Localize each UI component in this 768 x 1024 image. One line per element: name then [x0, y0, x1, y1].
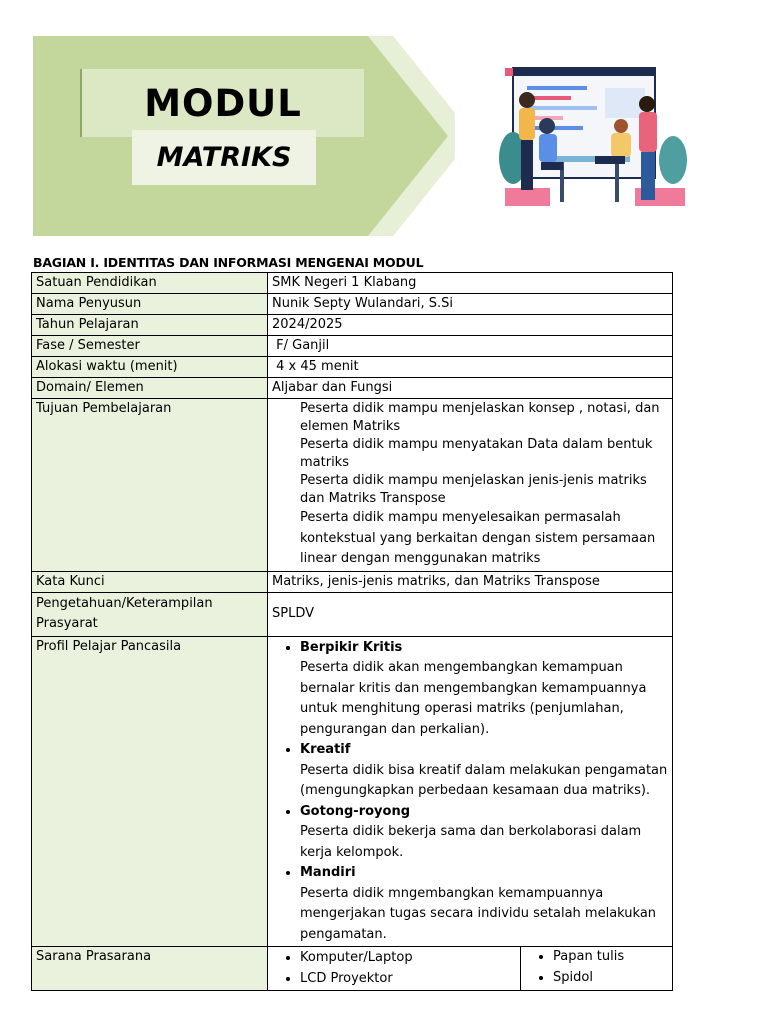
row-tahun	[32, 315, 673, 336]
row-profil	[32, 636, 673, 947]
row-value: Nunik Septy Wulandari, S.Si	[268, 294, 673, 315]
list-item: • Papan tulis	[553, 947, 672, 968]
list-item	[300, 740, 668, 802]
row-kata-kunci	[32, 571, 673, 592]
row-satuan	[32, 273, 673, 294]
list-item: Peserta didik mampu menyelesaikan permasalah kontekstual yang berkaitan dengan sistem persamaan linear dengan menggunakan matriks	[300, 510, 656, 566]
team-meeting-illustration-icon	[455, 48, 730, 218]
profil-desc: Peserta didik bisa kreatif dalam melakukan pengamatan (mengungkapkan perbedaan kesamaan dua matriks).	[300, 762, 668, 798]
list-item: Peserta didik mampu menjelaskan jenis-jenis matriks dan Matriks Transpose	[300, 473, 647, 506]
row-penyusun	[32, 294, 673, 315]
row-label: Alokasi waktu (menit)	[32, 357, 268, 378]
row-sarana	[32, 947, 673, 991]
sarana-list-1	[272, 948, 516, 989]
profil-desc: Peserta didik bekerja sama dan berkolaborasi dalam kerja kelompok.	[300, 824, 642, 860]
tujuan-list	[272, 400, 668, 570]
row-label: Kata Kunci	[32, 571, 268, 592]
row-value: Aljabar dan Fungsi	[268, 378, 673, 399]
row-label: Domain/ Elemen	[32, 378, 268, 399]
profil-desc: Peserta didik mngembangkan kemampuannya mengerjakan tugas secara individu setalah melakukan pengamatan.	[300, 885, 657, 942]
row-value: SPLDV	[268, 592, 673, 636]
sarana-list-2	[525, 947, 672, 988]
title-box	[80, 69, 364, 137]
row-value: 2024/2025	[268, 315, 673, 336]
profil-title: Mandiri	[300, 865, 356, 880]
row-label: Profil Pelajar Pancasila	[32, 636, 268, 947]
subtitle-box	[132, 130, 316, 185]
module-info-table	[31, 272, 673, 991]
list-item	[300, 863, 668, 945]
profil-title: Berpikir Kritis	[300, 639, 403, 655]
row-label: Sarana Prasarana	[32, 947, 268, 991]
sarana-cell	[268, 947, 673, 991]
row-label: Pengetahuan/Keterampilan Prasyarat	[32, 592, 268, 636]
sarana-col2	[521, 947, 673, 990]
tujuan-list-cell	[268, 399, 673, 572]
profil-title: Kreatif	[300, 742, 351, 757]
row-label: Satuan Pendidikan	[32, 273, 268, 294]
row-value: Matriks, jenis-jenis matriks, dan Matriks Transpose	[268, 571, 673, 592]
row-domain	[32, 378, 673, 399]
row-alokasi	[32, 357, 673, 378]
row-tujuan	[32, 399, 673, 572]
row-prasyarat	[32, 592, 673, 636]
row-value: F/ Ganjil	[268, 336, 673, 357]
profil-list-cell	[268, 636, 673, 947]
row-label: Tujuan Pembelajaran	[32, 399, 268, 572]
sarana-col1	[268, 947, 521, 990]
row-label: Fase / Semester	[32, 336, 268, 357]
list-item: Peserta didik mampu menyatakan Data dalam bentuk matriks	[300, 437, 653, 470]
row-label: Nama Penyusun	[32, 294, 268, 315]
row-label: Tahun Pelajaran	[32, 315, 268, 336]
list-item: • LCD Proyektor	[300, 969, 516, 990]
row-value: SMK Negeri 1 Klabang	[268, 273, 673, 294]
row-fase	[32, 336, 673, 357]
module-subtitle: MATRIKS	[156, 142, 292, 173]
list-item: Peserta didik mampu menjelaskan konsep , notasi, dan elemen Matriks	[300, 401, 660, 434]
list-item	[300, 802, 668, 864]
profil-title: Gotong-royong	[300, 803, 411, 819]
list-item: • Spidol	[553, 968, 672, 989]
list-item: • Komputer/Laptop	[300, 948, 516, 969]
sarana-table	[268, 947, 672, 990]
section-title: BAGIAN I. IDENTITAS DAN INFORMASI MENGENAI MODUL	[33, 255, 424, 270]
profil-desc: Peserta didik akan mengembangkan kemampuan bernalar kritis dan mengembangkan kemampuannya untuk menghitung operasi matriks (penjumlahan, pengurangan dan perkalian).	[300, 660, 647, 737]
profil-list	[272, 638, 668, 946]
list-item	[300, 638, 668, 741]
module-title: MODUL	[144, 81, 302, 125]
row-value: 4 x 45 menit	[268, 357, 673, 378]
